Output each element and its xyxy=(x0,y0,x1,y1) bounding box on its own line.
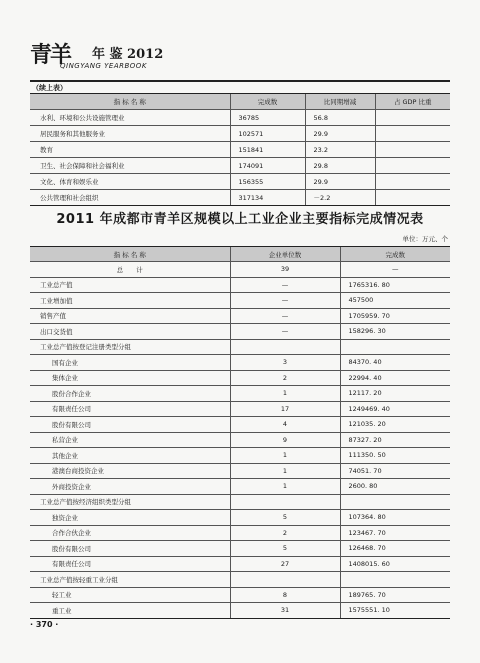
enterprise-count: 1 xyxy=(230,386,340,402)
indicator-name: 其他企业 xyxy=(30,448,230,464)
row-share xyxy=(375,174,450,190)
row-value: 36785 xyxy=(230,110,305,126)
table-row xyxy=(30,126,450,142)
table-row xyxy=(30,174,450,190)
table2-title: 2011 年成都市青羊区规模以上工业企业主要指标完成情况表 xyxy=(56,212,424,227)
enterprise-count: 5 xyxy=(230,510,340,526)
indicator-name: 有限责任公司 xyxy=(30,401,230,417)
row-change: 29.9 xyxy=(305,174,375,190)
table-row xyxy=(30,587,450,603)
enterprise-count xyxy=(230,339,340,355)
table-row xyxy=(30,158,450,174)
completed-value: 121035. 20 xyxy=(340,417,450,433)
industrial-indicators-table xyxy=(30,246,450,619)
row-value: 102571 xyxy=(230,126,305,142)
completed-value: 1705959. 70 xyxy=(340,308,450,324)
table-row xyxy=(30,541,450,557)
row-share xyxy=(375,110,450,126)
completed-value xyxy=(340,494,450,510)
continued-label: （续上表） xyxy=(32,84,67,92)
enterprise-count: — xyxy=(230,324,340,340)
t2-header-count: 企业单位数 xyxy=(230,247,340,262)
indicator-name: 合作合伙企业 xyxy=(30,525,230,541)
indicator-name: 独资企业 xyxy=(30,510,230,526)
table-row xyxy=(30,432,450,448)
enterprise-count: 1 xyxy=(230,479,340,495)
unit-label: 单位：万元、个 xyxy=(402,235,448,243)
row-share xyxy=(375,158,450,174)
row-name: 公共管理和社会组织 xyxy=(30,190,230,206)
total-count: 39 xyxy=(230,262,340,278)
table-row xyxy=(30,355,450,371)
completed-value: 457500 xyxy=(340,293,450,309)
row-share xyxy=(375,126,450,142)
row-value: 156355 xyxy=(230,174,305,190)
completed-value: 107364. 80 xyxy=(340,510,450,526)
enterprise-count: 4 xyxy=(230,417,340,433)
total-label: 总 计 xyxy=(30,262,230,278)
yearbook-logo: 青羊 xyxy=(30,42,71,68)
header-rule xyxy=(30,80,450,82)
table-row xyxy=(30,463,450,479)
indicator-name: 股份有限公司 xyxy=(30,417,230,433)
indicator-name: 重工业 xyxy=(30,603,230,619)
indicator-name: 有限责任公司 xyxy=(30,556,230,572)
t1-header-change: 比同期增减 xyxy=(305,94,375,110)
row-share xyxy=(375,190,450,206)
enterprise-count: 5 xyxy=(230,541,340,557)
enterprise-count: 27 xyxy=(230,556,340,572)
enterprise-count: 1 xyxy=(230,448,340,464)
t2-header-value: 完成数 xyxy=(340,247,450,262)
yearbook-header xyxy=(30,38,290,78)
indicator-name: 外商投资企业 xyxy=(30,479,230,495)
enterprise-count: 2 xyxy=(230,370,340,386)
row-name: 居民服务和其他服务业 xyxy=(30,126,230,142)
table-row xyxy=(30,370,450,386)
completed-value: 74051. 70 xyxy=(340,463,450,479)
indicator-name: 工业总产值按登记注册类型分组 xyxy=(30,339,230,355)
completed-value: 126468. 70 xyxy=(340,541,450,557)
row-value: 151841 xyxy=(230,142,305,158)
enterprise-count: 17 xyxy=(230,401,340,417)
completed-value xyxy=(340,572,450,588)
completed-value: 158296. 30 xyxy=(340,324,450,340)
indicator-name: 出口交货值 xyxy=(30,324,230,340)
completed-value: 87327. 20 xyxy=(340,432,450,448)
indicator-name: 股份有限公司 xyxy=(30,541,230,557)
row-change: 29.8 xyxy=(305,158,375,174)
completed-value: 1575551. 10 xyxy=(340,603,450,619)
table-row xyxy=(30,401,450,417)
row-name: 文化、体育和娱乐业 xyxy=(30,174,230,190)
completed-value: 1408015. 60 xyxy=(340,556,450,572)
indicator-name: 集体企业 xyxy=(30,370,230,386)
page-number: · 370 · xyxy=(30,620,59,629)
table-row xyxy=(30,293,450,309)
table-row xyxy=(30,510,450,526)
enterprise-count: 1 xyxy=(230,463,340,479)
enterprise-count: — xyxy=(230,293,340,309)
yearbook-subtitle: QINGYANG YEARBOOK xyxy=(60,62,147,70)
group-header-row xyxy=(30,494,450,510)
row-value: 174091 xyxy=(230,158,305,174)
completed-value: 123467. 70 xyxy=(340,525,450,541)
indicator-name: 港澳台商投资企业 xyxy=(30,463,230,479)
enterprise-count xyxy=(230,572,340,588)
t2-header-name: 指 标 名 称 xyxy=(30,247,230,262)
total-row xyxy=(30,262,450,278)
indicator-name: 工业总产值按轻重工业分组 xyxy=(30,572,230,588)
row-name: 水利、环境和公共设施管理业 xyxy=(30,110,230,126)
completed-value: 1765316. 80 xyxy=(340,277,450,293)
table-row xyxy=(30,386,450,402)
indicator-name: 轻工业 xyxy=(30,587,230,603)
indicator-name: 工业增加值 xyxy=(30,293,230,309)
table-row xyxy=(30,110,450,126)
t1-header-value: 完成数 xyxy=(230,94,305,110)
group-header-row xyxy=(30,572,450,588)
table-row xyxy=(30,190,450,206)
row-change: 29.9 xyxy=(305,126,375,142)
row-change: 56.8 xyxy=(305,110,375,126)
indicator-name: 国有企业 xyxy=(30,355,230,371)
row-value: 317134 xyxy=(230,190,305,206)
table-row xyxy=(30,324,450,340)
indicator-name: 工业总产值按经济组织类型分组 xyxy=(30,494,230,510)
indicator-name: 私营企业 xyxy=(30,432,230,448)
table-row xyxy=(30,277,450,293)
indicator-name: 销售产值 xyxy=(30,308,230,324)
enterprise-count xyxy=(230,494,340,510)
row-name: 教育 xyxy=(30,142,230,158)
completed-value: 84370. 40 xyxy=(340,355,450,371)
indicator-name: 工业总产值 xyxy=(30,277,230,293)
row-name: 卫生、社会保障和社会福利业 xyxy=(30,158,230,174)
completed-value xyxy=(340,339,450,355)
enterprise-count: 8 xyxy=(230,587,340,603)
table-row xyxy=(30,308,450,324)
indicator-name: 股份合作企业 xyxy=(30,386,230,402)
enterprise-count: — xyxy=(230,277,340,293)
table-row xyxy=(30,525,450,541)
enterprise-count: — xyxy=(230,308,340,324)
completed-value: 12117. 20 xyxy=(340,386,450,402)
completed-value: 189765. 70 xyxy=(340,587,450,603)
table-row xyxy=(30,417,450,433)
t1-header-share: 占 GDP 比重 xyxy=(375,94,450,110)
enterprise-count: 2 xyxy=(230,525,340,541)
t1-header-name: 指 标 名 称 xyxy=(30,94,230,110)
group-header-row xyxy=(30,339,450,355)
row-change: －2.2 xyxy=(305,190,375,206)
completed-value: 1249469. 40 xyxy=(340,401,450,417)
enterprise-count: 9 xyxy=(230,432,340,448)
completed-value: 2600. 80 xyxy=(340,479,450,495)
row-share xyxy=(375,142,450,158)
table-row xyxy=(30,448,450,464)
table-row xyxy=(30,603,450,619)
completed-value: 22994. 40 xyxy=(340,370,450,386)
table-row xyxy=(30,556,450,572)
completed-value: 111350. 50 xyxy=(340,448,450,464)
total-value: — xyxy=(340,262,450,278)
yearbook-title: 年 鉴 2012 xyxy=(92,47,164,62)
enterprise-count: 31 xyxy=(230,603,340,619)
row-change: 23.2 xyxy=(305,142,375,158)
table-row xyxy=(30,142,450,158)
gdp-sector-table xyxy=(30,93,450,206)
enterprise-count: 3 xyxy=(230,355,340,371)
table-row xyxy=(30,479,450,495)
